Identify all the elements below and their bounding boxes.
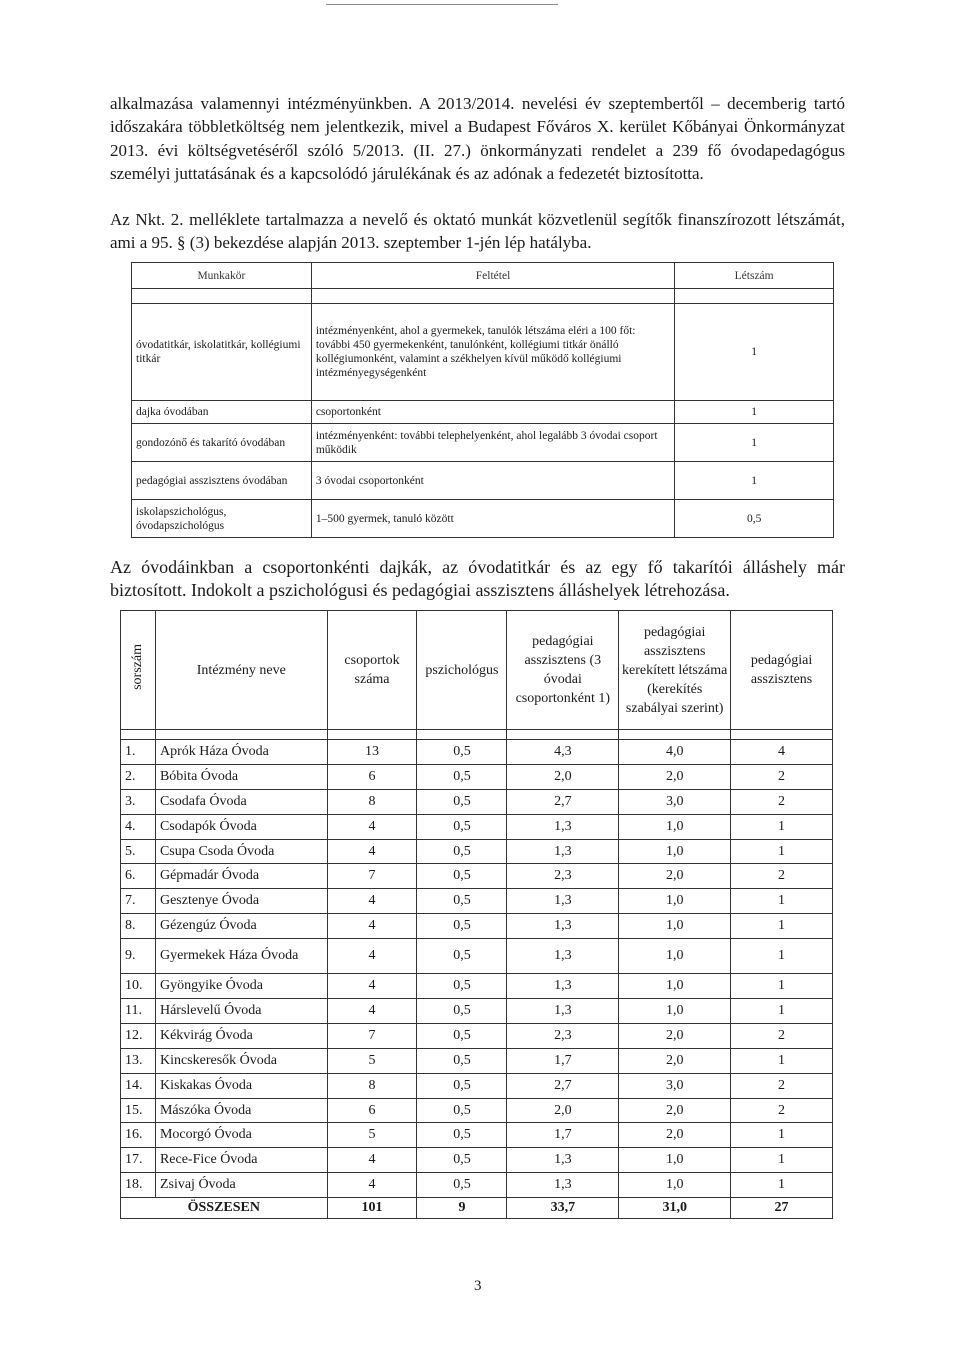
- row-assistant-rounded: 1,0: [619, 914, 731, 939]
- row-serial: 5.: [121, 839, 156, 864]
- row-serial: 6.: [121, 864, 156, 889]
- row-assistant-rounded: 1,0: [619, 939, 731, 974]
- table-row: [121, 764, 833, 789]
- header-name: Intézmény neve: [155, 611, 327, 730]
- row-assistant-calc: 1,3: [507, 914, 619, 939]
- total-psychologist: 9: [417, 1198, 507, 1219]
- header-role: Munkakör: [132, 263, 312, 289]
- row-psychologist: 0,5: [417, 914, 507, 939]
- header-psychologist: pszichológus: [417, 611, 507, 730]
- row-name: Rece-Fice Óvoda: [155, 1148, 327, 1173]
- row-name: Hárslevelű Óvoda: [155, 999, 327, 1024]
- table-row: [121, 939, 833, 974]
- staff-row: [132, 462, 834, 500]
- row-groups: 4: [327, 1148, 417, 1173]
- row-assistant-rounded: 2,0: [619, 864, 731, 889]
- row-psychologist: 0,5: [417, 1173, 507, 1198]
- row-assistant: 1: [731, 1148, 833, 1173]
- row-name: Mászóka Óvoda: [155, 1098, 327, 1123]
- row-assistant: 2: [731, 1098, 833, 1123]
- row-assistant-calc: 4,3: [507, 740, 619, 765]
- row-name: Csupa Csoda Óvoda: [155, 839, 327, 864]
- row-serial: 8.: [121, 914, 156, 939]
- row-serial: 17.: [121, 1148, 156, 1173]
- kindergarten-table: [120, 610, 833, 1219]
- row-assistant-calc: 1,3: [507, 1148, 619, 1173]
- staff-condition: intézményenként: további telephelyenként, ahol legalább 3 óvodai csoport működik: [311, 424, 674, 462]
- staff-row: [132, 304, 834, 401]
- row-assistant-rounded: 2,0: [619, 1048, 731, 1073]
- paragraph-nkt-annex: Az Nkt. 2. melléklete tartalmazza a nevelő és oktató munkát közvetlenül segítők finanszírozott létszámát, ami a 95. § (3) bekezdése alapján 2013. szeptember 1-jén lép hatályba.: [110, 210, 845, 253]
- row-assistant-calc: 1,7: [507, 1048, 619, 1073]
- row-groups: 7: [327, 1023, 417, 1048]
- row-psychologist: 0,5: [417, 939, 507, 974]
- row-groups: 5: [327, 1048, 417, 1073]
- kindergarten-table-header: [121, 611, 833, 730]
- row-psychologist: 0,5: [417, 1023, 507, 1048]
- row-groups: 6: [327, 1098, 417, 1123]
- row-assistant-rounded: 1,0: [619, 974, 731, 999]
- row-name: Kincskeresők Óvoda: [155, 1048, 327, 1073]
- row-assistant-rounded: 1,0: [619, 839, 731, 864]
- row-groups: 13: [327, 740, 417, 765]
- row-assistant-calc: 1,3: [507, 839, 619, 864]
- row-psychologist: 0,5: [417, 1048, 507, 1073]
- row-groups: 8: [327, 1073, 417, 1098]
- staff-condition: 3 óvodai csoportonként: [311, 462, 674, 500]
- row-serial: 7.: [121, 889, 156, 914]
- top-rule: [326, 4, 558, 5]
- header-serial: sorszám: [121, 611, 156, 730]
- row-assistant: 2: [731, 864, 833, 889]
- total-groups: 101: [327, 1198, 417, 1219]
- row-name: Csodafa Óvoda: [155, 789, 327, 814]
- row-groups: 4: [327, 889, 417, 914]
- staff-role: gondozónő és takarító óvodában: [132, 424, 312, 462]
- row-assistant-rounded: 2,0: [619, 1098, 731, 1123]
- row-assistant-calc: 2,7: [507, 789, 619, 814]
- row-assistant-rounded: 3,0: [619, 1073, 731, 1098]
- row-groups: 4: [327, 914, 417, 939]
- row-assistant-calc: 1,3: [507, 974, 619, 999]
- row-assistant-calc: 1,3: [507, 1173, 619, 1198]
- row-name: Mocorgó Óvoda: [155, 1123, 327, 1148]
- row-assistant-rounded: 4,0: [619, 740, 731, 765]
- row-assistant-rounded: 2,0: [619, 764, 731, 789]
- staff-count: 1: [675, 401, 834, 424]
- row-assistant-calc: 1,3: [507, 889, 619, 914]
- row-assistant: 4: [731, 740, 833, 765]
- table-row: [121, 999, 833, 1024]
- row-assistant: 1: [731, 814, 833, 839]
- row-serial: 4.: [121, 814, 156, 839]
- staff-count: 1: [675, 424, 834, 462]
- staff-row: [132, 424, 834, 462]
- row-psychologist: 0,5: [417, 889, 507, 914]
- row-name: Zsivaj Óvoda: [155, 1173, 327, 1198]
- row-groups: 7: [327, 864, 417, 889]
- row-groups: 4: [327, 999, 417, 1024]
- row-serial: 9.: [121, 939, 156, 974]
- row-assistant-calc: 2,0: [507, 764, 619, 789]
- row-groups: 6: [327, 764, 417, 789]
- row-name: Kékvirág Óvoda: [155, 1023, 327, 1048]
- staff-role: óvodatitkár, iskolatitkár, kollégiumi titkár: [132, 304, 312, 401]
- total-assistant-rounded: 31,0: [619, 1198, 731, 1219]
- row-psychologist: 0,5: [417, 789, 507, 814]
- paragraph-justification: Az óvodáinkban a csoportonkénti dajkák, az óvodatitkár és az egy fő takarítói álláshely már biztosított. Indokolt a pszichológusi és pedagógiai asszisztens álláshelyek létrehozása.: [110, 557, 845, 600]
- row-serial: 18.: [121, 1173, 156, 1198]
- row-name: Gézengúz Óvoda: [155, 914, 327, 939]
- table-row: [121, 914, 833, 939]
- row-assistant: 1: [731, 939, 833, 974]
- row-assistant-calc: 1,7: [507, 1123, 619, 1148]
- row-psychologist: 0,5: [417, 1123, 507, 1148]
- table-row: [121, 1173, 833, 1198]
- row-groups: 4: [327, 939, 417, 974]
- table-row: [121, 1148, 833, 1173]
- row-assistant-calc: 2,0: [507, 1098, 619, 1123]
- staff-count: 1: [675, 462, 834, 500]
- paragraph-budget: alkalmazása valamennyi intézményünkben. A 2013/2014. nevelési év szeptembertől – decemberig tartó időszakára többletköltség nem jelentkezik, mivel a Budapest Főváros X. kerület Kőbányai Önkormányzat 2013. évi költségvetéséről szóló 5/2013. (II. 27.) önkormányzati rendelet a 239 fő óvodapedagógus személyi juttatásának és a kapcsolódó járulékának és az adónak a fedezetét biztosította.: [110, 94, 845, 183]
- row-assistant-rounded: 2,0: [619, 1123, 731, 1148]
- staff-role: pedagógiai asszisztens óvodában: [132, 462, 312, 500]
- row-assistant: 1: [731, 839, 833, 864]
- row-assistant-rounded: 3,0: [619, 789, 731, 814]
- row-assistant: 1: [731, 999, 833, 1024]
- staff-row: [132, 401, 834, 424]
- row-assistant: 1: [731, 1048, 833, 1073]
- staff-norms-table: [131, 262, 834, 538]
- table-row: [121, 1123, 833, 1148]
- table-row: [121, 974, 833, 999]
- staff-condition: intézményenként, ahol a gyermekek, tanulók létszáma eléri a 100 főt: további 450 gyermekenként, tanulónként, kollégiumi titkár önálló kollégiumonként, valamint a székhelyen kívül működő kollégiumi intézményegységenként: [311, 304, 674, 401]
- row-assistant: 1: [731, 974, 833, 999]
- table-row: [121, 864, 833, 889]
- header-condition: Feltétel: [311, 263, 674, 289]
- row-groups: 4: [327, 814, 417, 839]
- row-groups: 4: [327, 1173, 417, 1198]
- row-serial: 14.: [121, 1073, 156, 1098]
- row-name: Gyermekek Háza Óvoda: [155, 939, 327, 974]
- staff-role: dajka óvodában: [132, 401, 312, 424]
- row-assistant: 1: [731, 889, 833, 914]
- row-assistant: 2: [731, 789, 833, 814]
- row-psychologist: 0,5: [417, 764, 507, 789]
- table-row: [121, 1048, 833, 1073]
- row-serial: 13.: [121, 1048, 156, 1073]
- row-psychologist: 0,5: [417, 839, 507, 864]
- row-serial: 15.: [121, 1098, 156, 1123]
- row-assistant: 2: [731, 1073, 833, 1098]
- row-name: Gépmadár Óvoda: [155, 864, 327, 889]
- row-name: Gyöngyike Óvoda: [155, 974, 327, 999]
- row-serial: 16.: [121, 1123, 156, 1148]
- header-assistant-calc: pedagógiai asszisztens (3 óvodai csoportonként 1): [507, 611, 619, 730]
- row-serial: 2.: [121, 764, 156, 789]
- row-assistant-calc: 2,3: [507, 864, 619, 889]
- table-row: [121, 839, 833, 864]
- table-row: [121, 1073, 833, 1098]
- row-psychologist: 0,5: [417, 1148, 507, 1173]
- row-groups: 4: [327, 974, 417, 999]
- staff-condition: 1–500 gyermek, tanuló között: [311, 500, 674, 538]
- row-assistant: 2: [731, 764, 833, 789]
- row-groups: 4: [327, 839, 417, 864]
- row-psychologist: 0,5: [417, 740, 507, 765]
- row-assistant-calc: 2,3: [507, 1023, 619, 1048]
- row-serial: 10.: [121, 974, 156, 999]
- row-psychologist: 0,5: [417, 999, 507, 1024]
- row-assistant: 1: [731, 1173, 833, 1198]
- header-assistant-rounded: pedagógiai asszisztens kerekített létszáma (kerekítés szabályai szerint): [619, 611, 731, 730]
- row-psychologist: 0,5: [417, 1098, 507, 1123]
- row-groups: 5: [327, 1123, 417, 1148]
- row-serial: 11.: [121, 999, 156, 1024]
- staff-count: 1: [675, 304, 834, 401]
- row-assistant: 1: [731, 914, 833, 939]
- row-psychologist: 0,5: [417, 864, 507, 889]
- row-serial: 1.: [121, 740, 156, 765]
- row-psychologist: 0,5: [417, 1073, 507, 1098]
- row-serial: 12.: [121, 1023, 156, 1048]
- total-label: ÖSSZESEN: [121, 1198, 328, 1219]
- table-row: [121, 740, 833, 765]
- staff-row: [132, 500, 834, 538]
- total-assistant-calc: 33,7: [507, 1198, 619, 1219]
- row-assistant-calc: 1,3: [507, 999, 619, 1024]
- table-row: [121, 814, 833, 839]
- row-name: Bóbita Óvoda: [155, 764, 327, 789]
- row-serial: 3.: [121, 789, 156, 814]
- row-assistant-calc: 1,3: [507, 939, 619, 974]
- row-assistant-rounded: 1,0: [619, 814, 731, 839]
- staff-table-header: [132, 263, 834, 289]
- row-assistant-calc: 1,3: [507, 814, 619, 839]
- header-assistant: pedagógiai asszisztens: [731, 611, 833, 730]
- row-assistant-rounded: 1,0: [619, 889, 731, 914]
- page-number: 3: [474, 1278, 482, 1294]
- table-row: [121, 889, 833, 914]
- header-groups: csoportok száma: [327, 611, 417, 730]
- row-assistant: 1: [731, 1123, 833, 1148]
- row-psychologist: 0,5: [417, 814, 507, 839]
- header-count: Létszám: [675, 263, 834, 289]
- staff-role: iskolapszichológus, óvodapszichológus: [132, 500, 312, 538]
- total-row: [121, 1198, 833, 1219]
- table-row: [121, 1023, 833, 1048]
- staff-count: 0,5: [675, 500, 834, 538]
- total-assistant: 27: [731, 1198, 833, 1219]
- row-assistant: 2: [731, 1023, 833, 1048]
- row-name: Gesztenye Óvoda: [155, 889, 327, 914]
- staff-condition: csoportonként: [311, 401, 674, 424]
- row-assistant-rounded: 1,0: [619, 999, 731, 1024]
- table-row: [121, 789, 833, 814]
- row-name: Csodapók Óvoda: [155, 814, 327, 839]
- row-name: Kiskakas Óvoda: [155, 1073, 327, 1098]
- row-assistant-rounded: 1,0: [619, 1148, 731, 1173]
- row-assistant-calc: 2,7: [507, 1073, 619, 1098]
- row-assistant-rounded: 1,0: [619, 1173, 731, 1198]
- row-name: Aprók Háza Óvoda: [155, 740, 327, 765]
- row-psychologist: 0,5: [417, 974, 507, 999]
- row-groups: 8: [327, 789, 417, 814]
- row-assistant-rounded: 2,0: [619, 1023, 731, 1048]
- table-row: [121, 1098, 833, 1123]
